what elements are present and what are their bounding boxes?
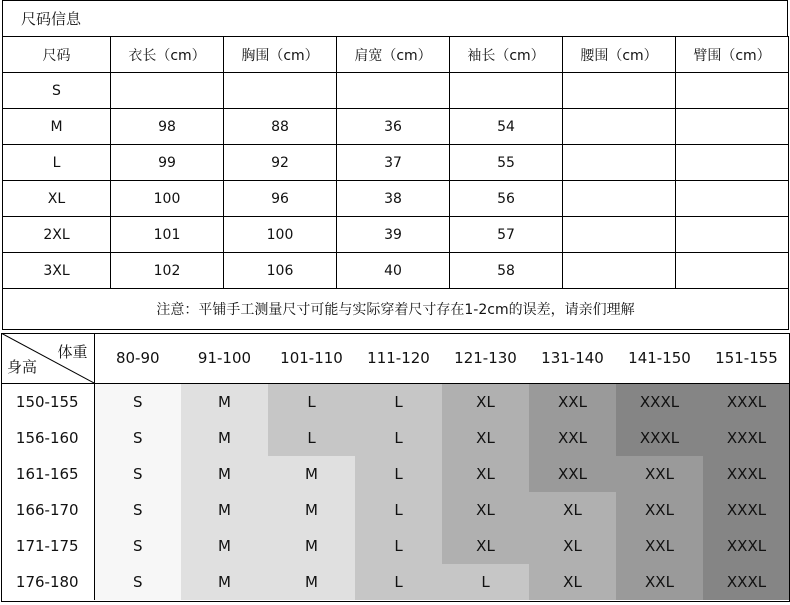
table-row — [1, 492, 790, 528]
size-cell: L — [355, 384, 442, 421]
size-info-table — [2, 36, 789, 330]
table-row — [1, 420, 790, 456]
measurement-cell — [563, 181, 676, 217]
table-row — [1, 384, 790, 421]
table-row — [1, 528, 790, 564]
column-header: 胸围（cm） — [224, 37, 337, 73]
size-cell: S — [94, 384, 181, 421]
measurement-cell: 55 — [450, 145, 563, 181]
measurement-cell — [563, 217, 676, 253]
height-axis-label: 身高 — [7, 358, 38, 376]
measurement-cell: 39 — [337, 217, 450, 253]
size-label-cell: S — [3, 73, 111, 109]
weight-range-header: 131-140 — [529, 333, 616, 384]
size-cell: L — [355, 528, 442, 564]
size-cell: M — [268, 564, 355, 600]
measurement-cell: 36 — [337, 109, 450, 145]
measurement-cell: 58 — [450, 253, 563, 289]
size-cell: L — [268, 384, 355, 421]
size-cell: XL — [529, 492, 616, 528]
height-range-label: 161-165 — [1, 456, 94, 492]
size-cell: M — [181, 420, 268, 456]
size-label-cell: 3XL — [3, 253, 111, 289]
size-cell: S — [94, 492, 181, 528]
measurement-cell — [676, 217, 789, 253]
measurement-cell: 54 — [450, 109, 563, 145]
measurement-cell — [563, 73, 676, 109]
size-cell: M — [181, 456, 268, 492]
size-cell: L — [355, 564, 442, 600]
measurement-cell: 57 — [450, 217, 563, 253]
size-info-title: 尺码信息 — [2, 0, 788, 36]
size-cell: S — [94, 528, 181, 564]
column-header: 袖长（cm） — [450, 37, 563, 73]
size-cell: XXXL — [703, 564, 790, 600]
table-row — [3, 181, 789, 217]
measurement-cell: 106 — [224, 253, 337, 289]
size-cell: XXXL — [703, 528, 790, 564]
size-label-cell: M — [3, 109, 111, 145]
size-cell: XXL — [529, 384, 616, 421]
measurement-cell: 40 — [337, 253, 450, 289]
measurement-note: 注意：平铺手工测量尺寸可能与实际穿着尺寸存在1-2cm的误差，请亲们理解 — [3, 289, 789, 330]
size-cell: M — [181, 384, 268, 421]
size-info-header-row — [3, 37, 789, 73]
size-cell: XL — [442, 492, 529, 528]
size-cell: XXL — [529, 420, 616, 456]
weight-range-header: 101-110 — [268, 333, 355, 384]
measurement-cell: 100 — [224, 217, 337, 253]
measurement-cell: 101 — [111, 217, 224, 253]
table-row — [3, 73, 789, 109]
measurement-cell — [224, 73, 337, 109]
measurement-cell: 102 — [111, 253, 224, 289]
size-cell: XXXL — [703, 492, 790, 528]
measurement-cell: 98 — [111, 109, 224, 145]
weight-range-header: 151-155 — [703, 333, 790, 384]
weight-range-header: 91-100 — [181, 333, 268, 384]
size-cell: XL — [442, 456, 529, 492]
weight-range-header: 80-90 — [94, 333, 181, 384]
measurement-cell — [563, 253, 676, 289]
size-cell: S — [94, 456, 181, 492]
size-cell: XXXL — [616, 384, 703, 421]
size-cell: XXXL — [703, 384, 790, 421]
note-row — [3, 289, 789, 330]
table-row — [3, 109, 789, 145]
height-range-label: 166-170 — [1, 492, 94, 528]
size-chart-table — [1, 333, 790, 600]
corner-cell — [1, 333, 94, 384]
height-range-label: 156-160 — [1, 420, 94, 456]
measurement-cell: 88 — [224, 109, 337, 145]
size-cell: M — [181, 528, 268, 564]
measurement-cell — [676, 145, 789, 181]
size-cell: XXXL — [703, 420, 790, 456]
measurement-cell — [563, 109, 676, 145]
column-header: 肩宽（cm） — [337, 37, 450, 73]
size-cell: L — [355, 456, 442, 492]
size-cell: S — [94, 420, 181, 456]
size-cell: XL — [529, 564, 616, 600]
table-row — [1, 564, 790, 600]
size-cell: XL — [442, 528, 529, 564]
column-header: 腰围（cm） — [563, 37, 676, 73]
size-cell: M — [181, 564, 268, 600]
size-chart-section — [0, 333, 790, 605]
size-cell: XL — [442, 384, 529, 421]
size-label-cell: 2XL — [3, 217, 111, 253]
measurement-cell — [676, 181, 789, 217]
column-header: 臂围（cm） — [676, 37, 789, 73]
size-cell: L — [355, 492, 442, 528]
size-cell: XXXL — [703, 456, 790, 492]
size-cell: XL — [442, 420, 529, 456]
weight-axis-label: 体重 — [57, 343, 88, 361]
measurement-cell — [676, 109, 789, 145]
table-row — [3, 253, 789, 289]
measurement-cell — [450, 73, 563, 109]
size-cell: L — [268, 420, 355, 456]
measurement-cell: 37 — [337, 145, 450, 181]
size-cell: XXL — [616, 528, 703, 564]
measurement-cell: 96 — [224, 181, 337, 217]
measurement-cell — [676, 253, 789, 289]
measurement-cell — [111, 73, 224, 109]
weight-range-header: 141-150 — [616, 333, 703, 384]
size-cell: M — [268, 492, 355, 528]
size-cell: M — [181, 492, 268, 528]
size-cell: XXL — [529, 456, 616, 492]
table-row — [1, 456, 790, 492]
size-cell: XXL — [616, 492, 703, 528]
height-range-label: 150-155 — [1, 384, 94, 421]
size-cell: XL — [529, 528, 616, 564]
size-cell: S — [94, 564, 181, 600]
weight-range-header: 121-130 — [442, 333, 529, 384]
measurement-cell: 92 — [224, 145, 337, 181]
column-header: 衣长（cm） — [111, 37, 224, 73]
size-cell: XXL — [616, 456, 703, 492]
column-header: 尺码 — [3, 37, 111, 73]
height-range-label: 171-175 — [1, 528, 94, 564]
table-row — [3, 145, 789, 181]
measurement-cell: 99 — [111, 145, 224, 181]
size-cell: L — [442, 564, 529, 600]
size-cell: L — [355, 420, 442, 456]
size-cell: M — [268, 528, 355, 564]
weight-range-header: 111-120 — [355, 333, 442, 384]
size-label-cell: L — [3, 145, 111, 181]
measurement-cell: 100 — [111, 181, 224, 217]
measurement-cell — [563, 145, 676, 181]
size-label-cell: XL — [3, 181, 111, 217]
measurement-cell: 38 — [337, 181, 450, 217]
measurement-cell — [676, 73, 789, 109]
weight-header-row — [1, 333, 790, 384]
size-cell: M — [268, 456, 355, 492]
measurement-cell — [337, 73, 450, 109]
size-cell: XXXL — [616, 420, 703, 456]
measurement-cell: 56 — [450, 181, 563, 217]
size-cell: XXL — [616, 564, 703, 600]
height-range-label: 176-180 — [1, 564, 94, 600]
table-row — [3, 217, 789, 253]
